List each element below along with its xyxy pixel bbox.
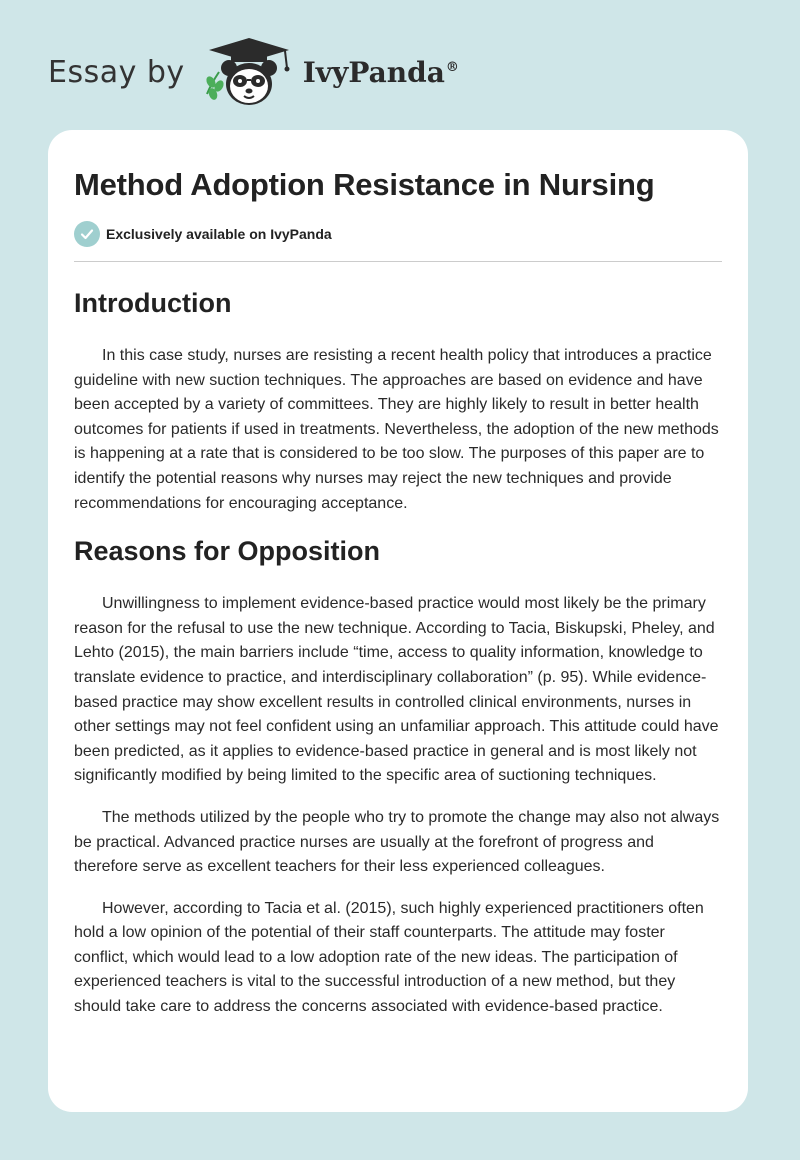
paragraph: However, according to Tacia et al. (2015), such highly experienced practitioners often hold a low opinion of the potential of their staff counterparts. The attitude may foster conflict, which would lead to a low adoption rate of the new ideas. The participation of experienced teachers is vital to the successful introduction of a new method, but they should take care to address the concerns associated with evidence-based practice. <box>74 899 704 1016</box>
badge-label: Exclusively available on IvyPanda <box>106 226 332 242</box>
brand-name[interactable]: IvyPanda® <box>302 55 459 89</box>
title-divider <box>74 261 722 262</box>
section-heading: Introduction <box>74 288 232 318</box>
check-circle-icon <box>74 221 100 247</box>
panda-graduate-logo-icon[interactable] <box>199 36 299 108</box>
paragraph: Unwillingness to implement evidence-based practice would most likely be the primary reason for the refusal to use the new technique. According to Tacia, Biskupski, Pheley, and Lehto (2015), the main barriers include “time, access to quality information, knowledge to translate evidence to practice, and interdisciplinary collaboration” (p. 95). While evidence-based practice may show excellent results in controlled clinical environments, nurses in other settings may not feel confident using an unfamiliar approach. This attitude could have been predicted, as it applies to evidence-based practice in general and is most likely not significantly modified by being limited to the specific area of suctioning techniques. <box>74 595 719 785</box>
brand-prefix: Essay by <box>48 54 185 90</box>
exclusive-badge <box>74 221 722 247</box>
site-header <box>48 36 459 108</box>
section-heading: Reasons for Opposition <box>74 536 381 567</box>
essay-card <box>48 130 748 1112</box>
section-introduction <box>74 284 722 516</box>
essay-title: Method Adoption Resistance in Nursing <box>74 167 655 202</box>
registered-mark: ® <box>445 60 459 76</box>
section-reasons-for-opposition <box>74 532 722 1020</box>
paragraph: In this case study, nurses are resisting a recent health policy that introduces a practice guideline with new suction techniques. The approaches are based on evidence and have been accepted by a variety of committees. They are highly likely to result in better health outcomes for patients if used in treatments. Nevertheless, the adoption of the new methods is happening at a rate that is considered to be too slow. The purposes of this paper are to identify the potential reasons why nurses may reject the new techniques and provide recommendations for encouraging acceptance. <box>74 347 719 512</box>
paragraph: The methods utilized by the people who try to promote the change may also not always be practical. Advanced practice nurses are usually at the forefront of progress and therefore serve as excellent teachers for their less experienced colleagues. <box>74 808 720 876</box>
